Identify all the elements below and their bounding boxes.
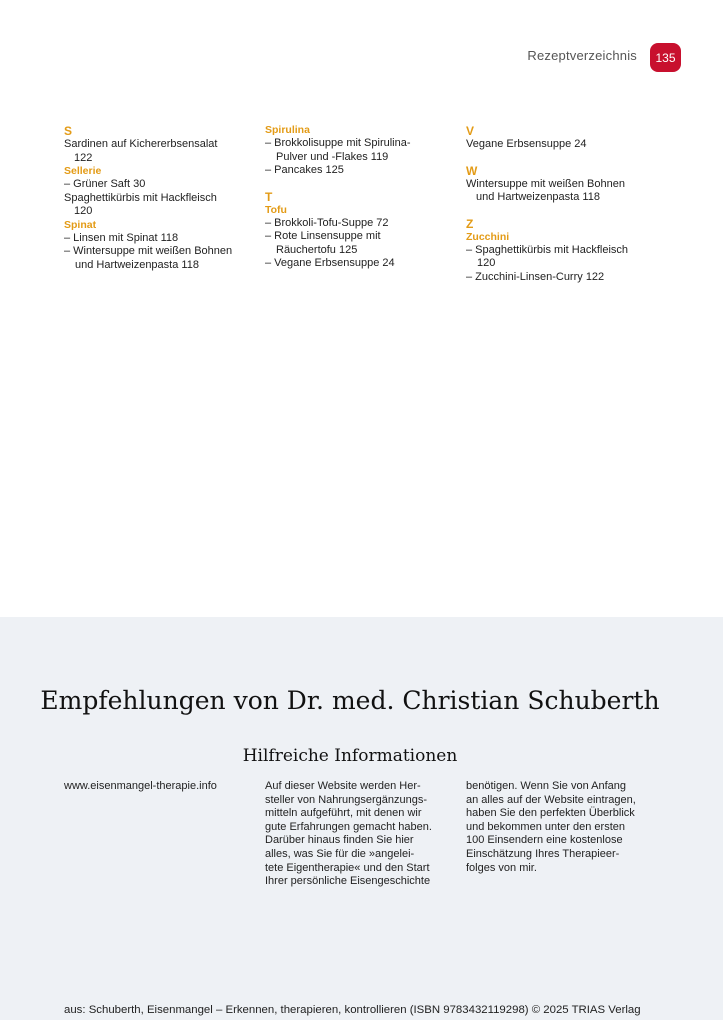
section-title: Rezeptverzeichnis [527,48,637,63]
index-entry [64,192,249,219]
panel-title: Empfehlungen von Dr. med. Christian Schuberth [40,686,660,715]
info-text-column-3 [466,780,646,875]
info-line: haben Sie den perfekten Überblick [466,807,635,820]
info-line: mitteln aufgeführt, mit denen wir [265,807,422,820]
index-keyword-spinat: Spinat [64,218,97,231]
footer-citation: aus: Schuberth, Eisenmangel – Erkennen, therapieren, kontrollieren (ISBN 9783432119298) © 2025 TRIAS Verlag [64,1004,641,1016]
info-line: Ihrer persönliche Eisengeschichte [265,875,431,888]
page-number-badge: 135 [650,43,681,72]
index-entry: – Vegane Erbsensuppe 24 [265,257,395,269]
index-column-2 [265,124,450,271]
entry-line: Räuchertofu 125 [276,243,358,256]
index-keyword-spirulina: Spirulina [265,124,310,136]
index-letter-s: S [64,124,73,138]
website-link[interactable]: www.eisenmangel-therapie.info [64,780,217,792]
info-line: 100 Einsendern eine kostenlose [466,834,623,847]
index-letter-z: Z [466,216,474,231]
entry-line: Pulver und -Flakes 119 [276,150,389,163]
entry-line: – Wintersuppe mit weißen Bohnen [64,245,233,257]
info-line: Einschätzung Ihres Therapieer- [466,847,620,860]
index-entry: – Linsen mit Spinat 118 [64,231,179,244]
index-letter-t: T [265,189,273,204]
index-column-3 [466,124,666,284]
index-column-1 [64,124,249,272]
entry-line: – Spaghettikürbis mit Hackfleisch [466,243,629,256]
index-letter-v: V [466,124,475,138]
index-entry: – Pancakes 125 [265,164,344,176]
info-line: tete Eigentherapie« und den Start [265,861,430,874]
index-entry [64,138,249,165]
index-keyword-zucchini: Zucchini [466,230,510,243]
index-entry: – Zucchini-Linsen-Curry 122 [466,270,605,283]
info-line: gute Erfahrungen gemacht haben. [265,820,432,833]
entry-line: Wintersuppe mit weißen Bohnen [466,177,625,190]
index-entry [265,230,450,257]
entry-line: – Brokkolisuppe mit Spirulina- [265,137,411,149]
entry-page: 120 [477,257,496,269]
entry-line: – Rote Linsensuppe mit [265,230,381,242]
entry-line: und Hartweizenpasta 118 [75,258,199,271]
index-entry [64,245,249,272]
index-keyword-sellerie: Sellerie [64,165,102,177]
index-entry [466,244,666,271]
index-entry: – Brokkoli-Tofu-Suppe 72 [265,216,389,229]
index-entry: – Grüner Saft 30 [64,178,146,190]
panel-subtitle: Hilfreiche Informationen [242,746,458,766]
entry-line: und Hartweizenpasta 118 [476,191,600,203]
info-line: alles, was Sie für die »angelei- [265,847,415,860]
info-text-column-2 [265,780,437,889]
index-entry [466,178,666,205]
index-entry [265,137,450,164]
entry-line: Spaghettikürbis mit Hackfleisch [64,191,217,204]
info-line: Darüber hinaus finden Sie hier [265,834,414,847]
info-line: folges von mir. [466,861,537,874]
index-letter-w: W [466,163,478,178]
info-line: und bekommen unter den ersten [466,820,625,833]
entry-line: Sardinen auf Kichererbsensalat [64,138,218,150]
info-line: Auf dieser Website werden Her- [265,780,421,792]
entry-page: 120 [74,205,93,217]
info-line: an alles auf der Website eintragen, [466,793,636,806]
info-line: benötigen. Wenn Sie von Anfang [466,780,627,792]
entry-page: 122 [74,151,93,164]
info-line: steller von Nahrungsergänzungs- [265,793,428,806]
index-keyword-tofu: Tofu [265,203,287,216]
index-entry: Vegane Erbsensuppe 24 [466,138,587,150]
